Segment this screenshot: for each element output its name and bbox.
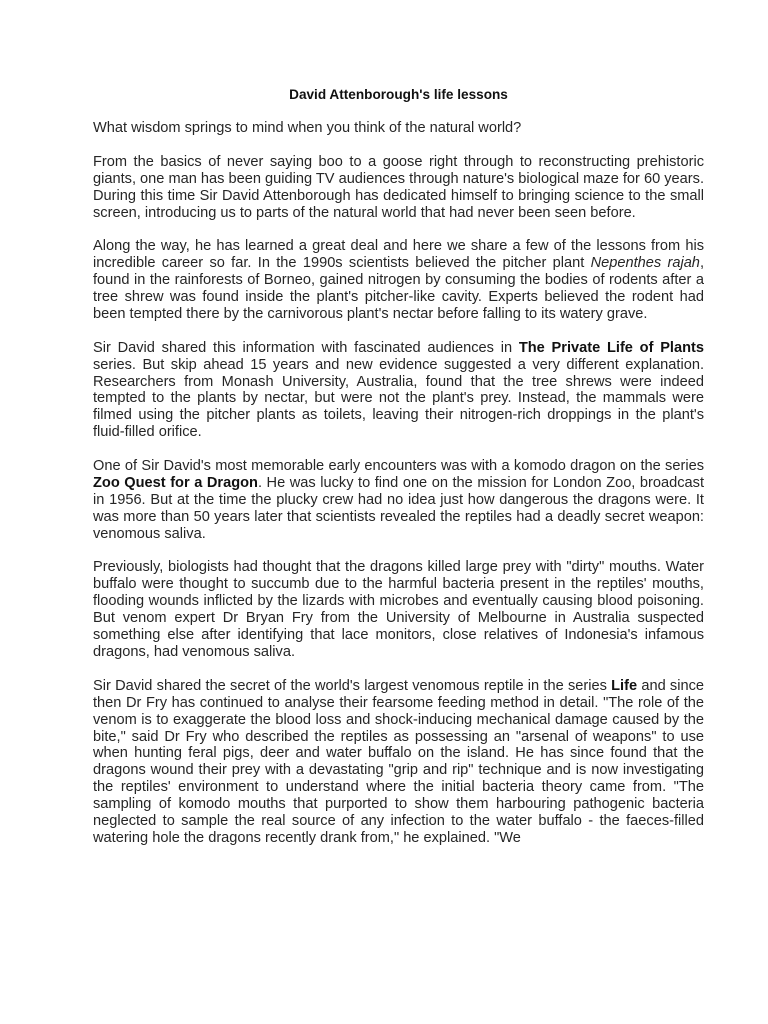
paragraph-text: series. But skip ahead 15 years and new evidence suggested a very different explanation. Researchers from Monash University, Australia, found that the tree shrews were indeed tempted to the plants by nectar, but were not the plant's prey. Instead, the mammals were filmed using the pitcher plants as toilets, leaving their nitrogen-rich droppings in the plant's fluid-filled orifice. [93,356,704,441]
paragraph-text: . He was lucky to find one on the mission for London Zoo, broadcast in 1956. But at the time the plucky crew had no idea just how dangerous the dragons were. It was more than 50 years later that scientists revealed the reptiles had a deadly secret weapon: venomous saliva. [93,474,704,542]
series-title-bold: The Private Life of Plants [518,339,704,356]
paragraph-venomous-reptile [93,678,704,847]
paragraph-text: Previously, biologists had thought that the dragons killed large prey with "dirty" mouths. Water buffalo were thought to succumb due to the harmful bacteria present in the reptiles' mouths, flooding wounds inflicted by the lizards with microbes and eventually causing blood poisoning. But venom expert Dr Bryan Fry from the University of Melbourne in Australia suspected something else after identifying that lace monitors, close relatives of Indonesia's infamous dragons, had venomous saliva. [93,559,704,661]
paragraph-text: From the basics of never saying boo to a goose right through to reconstructing prehistoric giants, one man has been guiding TV audiences through nature's biological maze for 60 years. During this time Sir David Attenborough has dedicated himself to bringing science to the small screen, introducing us to parts of the natural world that had never been seen before. [93,153,704,221]
document-page [93,86,704,864]
paragraph-text: One of Sir David's most memorable early encounters was with a komodo dragon on the series [93,458,704,475]
paragraph-komodo-encounter [93,458,704,543]
paragraph-text: What wisdom springs to mind when you think of the natural world? [93,120,522,136]
paragraph-text: Sir David shared this information with fascinated audiences in [93,339,519,356]
paragraph-dirty-mouths [93,559,704,660]
paragraph-text: Along the way, he has learned a great deal and here we share a few of the lessons from his incredible career so far. In the 1990s scientists believed the pitcher plant [93,238,704,272]
paragraph-intro-question [93,120,704,137]
series-title-bold: Life [611,677,638,694]
series-title-bold: Zoo Quest for a Dragon [93,474,258,491]
paragraph-pitcher-plant [93,238,704,323]
paragraph-text: Sir David shared the secret of the world's largest venomous reptile in the series [93,677,612,694]
species-name-italic: Nepenthes rajah [590,255,700,272]
document-title: David Attenborough's life lessons [289,87,508,102]
paragraph-introduction [93,154,704,222]
paragraph-text: and since then Dr Fry has continued to analyse their fearsome feeding method in detail. "The role of the venom is to exaggerate the blood loss and shock-inducing mechanical damage caused by the bite," said Dr Fry who described the reptiles as possessing an "arsenal of weapons" to use when hunting feral pigs, deer and water buffalo on the island. He has since found that the dragons wound their prey with a devastating "grip and rip" technique and is now investigating the reptiles' environment to understand where the initial bacteria theory came from. "The sampling of komodo mouths that purported to show them harbouring pathogenic bacteria neglected to sample the real source of any infection to the water buffalo - the faeces-filled watering hole the dragons recently drank from," he explained. "We [93,677,705,846]
paragraph-private-life-of-plants [93,340,704,441]
paragraph-text: , found in the rainforests of Borneo, gained nitrogen by consuming the bodies of rodents after a tree shrew was found inside the plant's pitcher-like cavity. Experts believed the rodent had been tempted there by the carnivorous plant's nectar before falling to its watery grave. [93,255,704,322]
